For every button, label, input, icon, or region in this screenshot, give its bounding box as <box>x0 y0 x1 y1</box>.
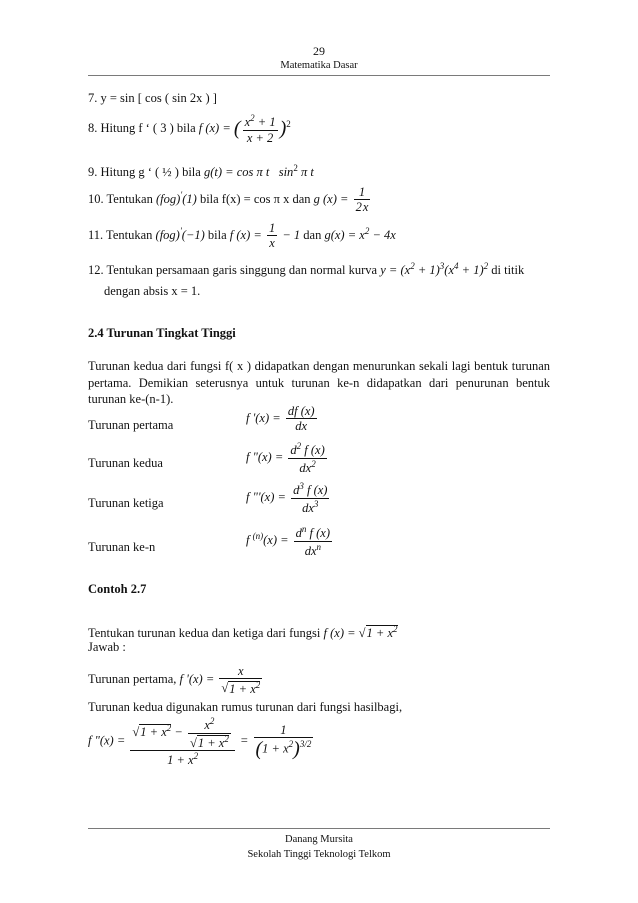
row-label-1: Turunan pertama <box>88 418 174 432</box>
exercise-11 <box>88 221 396 251</box>
section-paragraph: Turunan kedua dari fungsi f( x ) didapatkan dengan menurunkan sekali lagi bentuk turunan pertama. Demikian seterusnya untuk turunan ke-n didapatkan dari penurunan bentuk turunan ke-(n-1). <box>88 359 550 406</box>
exercise-8-formula: f (x) = ( $\frac{x^2 + 1}{x + 2}$ )$^2$ <box>198 113 291 145</box>
row-label-4: Turunan ke-n <box>88 540 156 554</box>
first-derivative-label: Turunan pertama, <box>88 671 177 686</box>
row-label-2: Turunan kedua <box>88 456 163 470</box>
example-function: f $(x) = √1 + x^2$ <box>323 624 398 641</box>
exercise-8-text: 8. Hitung f ‘ ( 3 ) bila <box>88 120 196 135</box>
section-title: 2.4 Turunan Tingkat Tinggi <box>88 326 236 340</box>
footer-rule <box>88 828 550 829</box>
formula-first-derivative: f '(x) = $\frac{df (x)}{dx}$ <box>246 404 315 434</box>
formula-second-derivative: f "(x) = $\frac{d^2 f (x)}{dx^2}$ <box>246 441 325 475</box>
exercise-11-fog: (fog)'(−1) <box>155 225 205 242</box>
exercise-9 <box>88 163 314 180</box>
formula-nth-derivative: f $^{(n)}$(x) = $\frac{d^n f (x)}{dx^n}$ <box>246 524 331 558</box>
page-number: 29 <box>313 44 325 58</box>
exercise-12-line2: dengan absis x = 1. <box>104 284 201 298</box>
header-subtitle: Matematika Dasar <box>280 60 358 71</box>
exercise-12-text: 12. Tentukan persamaan garis singgung dan normal kurva <box>88 263 378 278</box>
example-jawab: Jawab : <box>88 640 126 654</box>
second-derivative-text: Turunan kedua digunakan rumus turunan dari fungsi hasilbagi, <box>88 700 403 714</box>
first-derivative-line <box>88 664 264 696</box>
formula-third-derivative: f "'(x) = $\frac{d^3 f (x)}{dx^3}$ <box>246 481 328 515</box>
exercise-12-tail: di titik <box>491 263 525 278</box>
exercise-11-text: 11. Tentukan <box>88 227 153 242</box>
exercise-10-text: 10. Tentukan <box>88 191 153 206</box>
exercise-12-curve: $y = (x^2 + 1)^3(x^4 + 1)^2$ <box>380 261 489 278</box>
exercise-10-g: g (x) = $\frac{1}{2x}$ <box>313 185 369 215</box>
exercise-12 <box>88 261 524 278</box>
exercise-9-text: 9. Hitung g ‘ ( ½ ) bila <box>88 165 201 180</box>
exercise-10-mid: bila f(x) = cos π x dan <box>199 191 311 206</box>
second-derivative-formula: f "(x) = $√1 + x^2$ − $\frac{x^2}{√1 + x^2}$ $1 + x^2$ = $\frac{1}{(1 + x^2)^{3/2}}$ <box>88 716 312 768</box>
row-label-3: Turunan ketiga <box>88 496 164 510</box>
exercise-11-and: dan <box>303 227 322 242</box>
first-derivative-formula: f '(x) = $\frac{x}{√1 + x^2}$ <box>179 664 261 696</box>
footer-author: Danang Mursita <box>285 834 353 845</box>
exercise-7: 7. y = sin [ cos ( sin 2x ) ] <box>88 91 217 105</box>
exercise-11-mid: bila <box>207 227 227 242</box>
exercise-9-formula: g(t) = cos π t $\sin^2 \pi$ t <box>203 163 314 180</box>
exercise-10 <box>88 185 372 215</box>
exercise-10-fog: (fog)'(1) <box>155 189 197 206</box>
header-rule <box>88 75 550 76</box>
exercise-11-g: $g(x) = x^2 - 4x$ <box>324 225 396 242</box>
exercise-8 <box>88 113 291 145</box>
exercise-11-f: f (x) = $\frac{1}{x}$ − 1 <box>229 221 301 251</box>
example-prompt: Tentukan turunan kedua dan ketiga dari fungsi <box>88 626 321 641</box>
example-title: Contoh 2.7 <box>88 582 147 596</box>
footer-institution: Sekolah Tinggi Teknologi Telkom <box>247 849 391 860</box>
example-prompt-line <box>88 624 398 641</box>
